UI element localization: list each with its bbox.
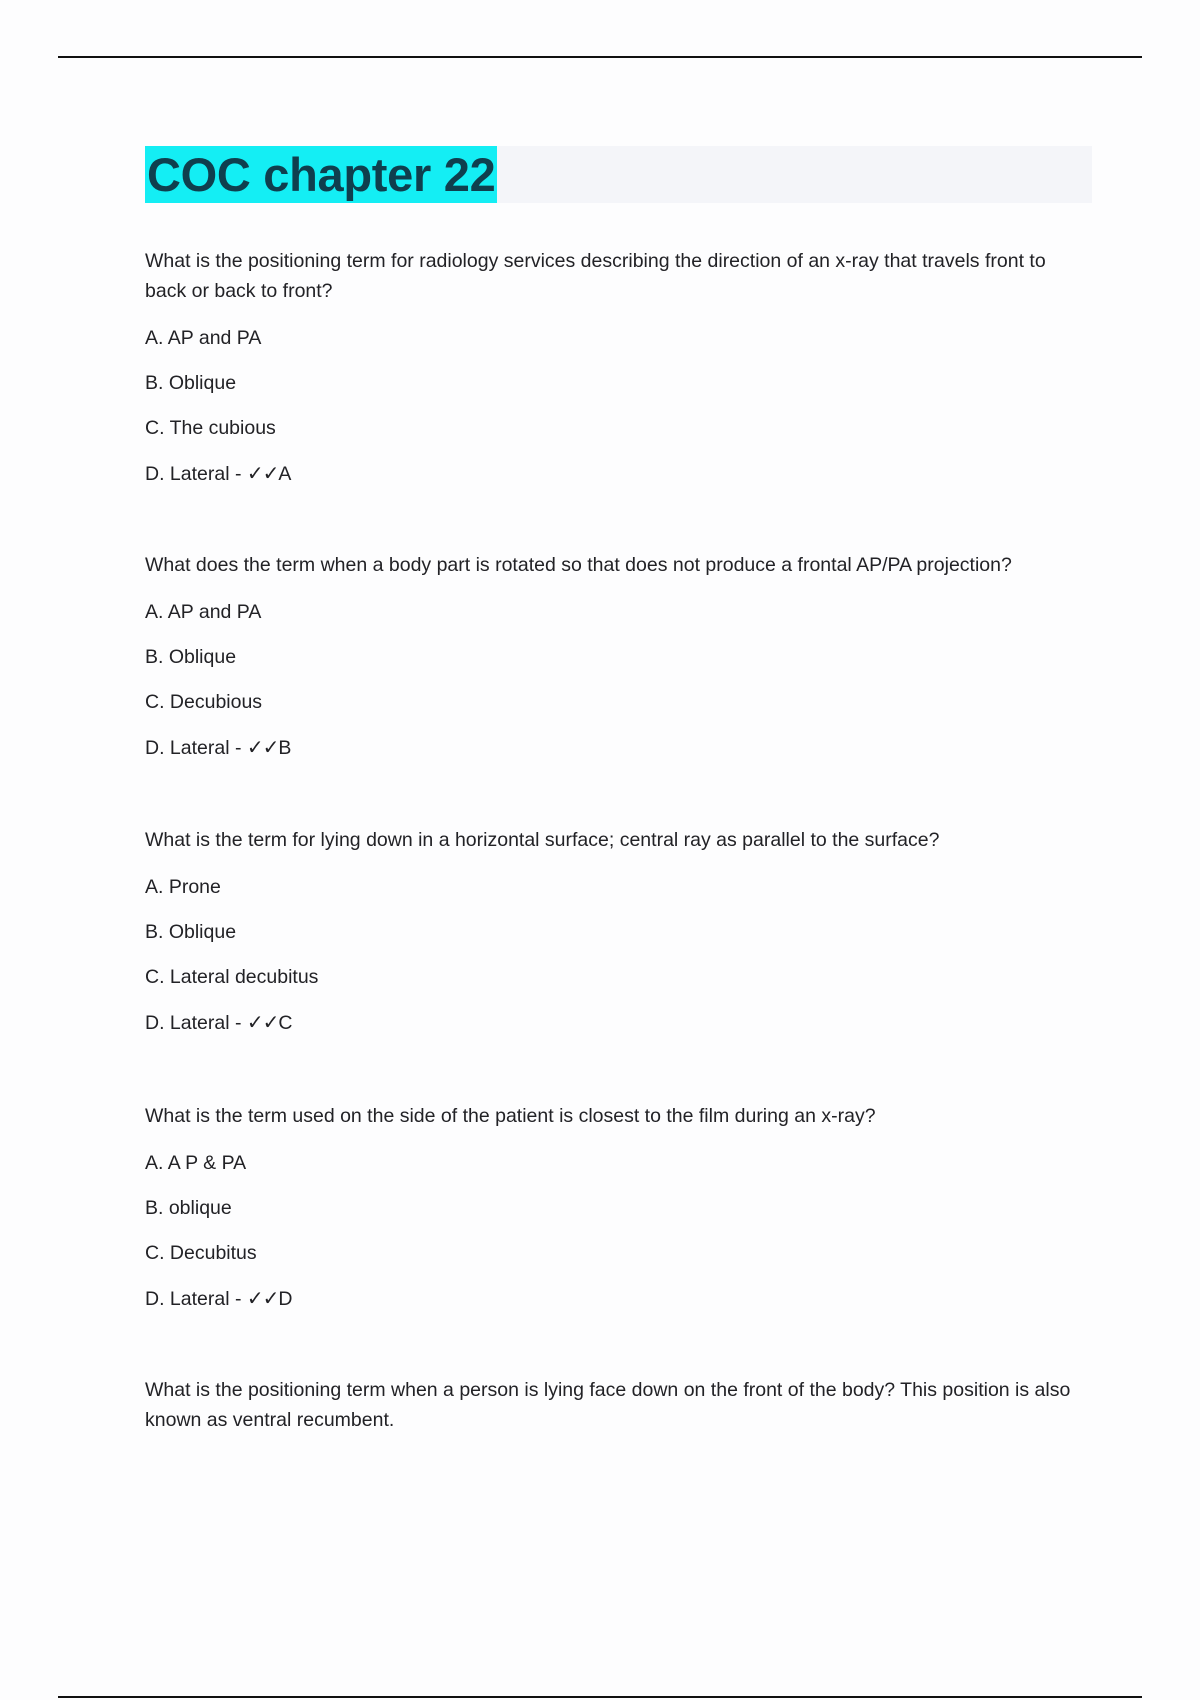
checkmark-icon: ✓✓ [246, 1286, 279, 1310]
option-c: C. Decubitus [145, 1242, 257, 1264]
option-d: D. Lateral - [145, 1012, 242, 1034]
checkmark-icon: ✓✓ [246, 735, 279, 759]
answer-letter: B [278, 737, 292, 759]
option-d: D. Lateral - [145, 737, 242, 759]
question-text: What does the term when a body part is rotated so that does not produce a frontal AP/PA projection? [145, 554, 1012, 576]
question-text: What is the term for lying down in a horizontal surface; central ray as parallel to the surface? [145, 829, 940, 851]
question-block [145, 1375, 1092, 1435]
option-b: B. oblique [145, 1197, 232, 1219]
question-text: What is the positioning term when a person is lying face down on the front of the body? This position is also known as ventral recumbent. [145, 1379, 1071, 1431]
option-c: C. Decubious [145, 691, 263, 713]
question-block [145, 550, 1092, 760]
option-d-with-answer [145, 1286, 1092, 1311]
option-a: A. AP and PA [145, 327, 262, 349]
answer-letter: A [278, 463, 292, 485]
option-a: A. Prone [145, 876, 221, 898]
option-d-with-answer [145, 461, 1092, 486]
bottom-rule [58, 1696, 1142, 1698]
title-bar [145, 146, 1092, 203]
question-block [145, 1101, 1092, 1311]
checkmark-icon: ✓✓ [246, 1010, 279, 1034]
option-b: B. Oblique [145, 921, 237, 943]
question-text: What is the positioning term for radiology services describing the direction of an x-ray that travels front to back or back to front? [145, 250, 1046, 302]
question-block [145, 246, 1092, 486]
option-d: D. Lateral - [145, 463, 242, 485]
option-c: C. The cubious [145, 417, 276, 439]
checkmark-icon: ✓✓ [246, 461, 279, 485]
option-a: A. A P & PA [145, 1152, 247, 1174]
option-d-with-answer [145, 1010, 1092, 1035]
answer-letter: D [278, 1288, 293, 1310]
option-a: A. AP and PA [145, 601, 262, 623]
top-rule [58, 56, 1142, 58]
option-b: B. Oblique [145, 646, 237, 668]
option-d-with-answer [145, 735, 1092, 760]
question-block [145, 825, 1092, 1035]
option-d: D. Lateral - [145, 1288, 242, 1310]
document-title: COC chapter 22 [147, 148, 496, 201]
question-text: What is the term used on the side of the patient is closest to the film during an x-ray? [145, 1105, 876, 1127]
document-body [145, 146, 1092, 1431]
option-c: C. Lateral decubitus [145, 966, 319, 988]
answer-letter: C [278, 1012, 293, 1034]
option-b: B. Oblique [145, 372, 237, 394]
